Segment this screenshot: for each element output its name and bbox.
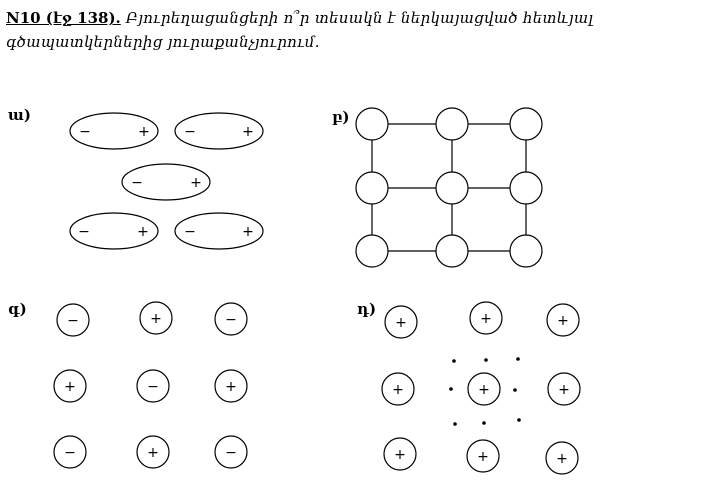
electron-dot xyxy=(513,388,517,392)
dipole-minus: − xyxy=(184,224,196,240)
atom xyxy=(356,235,388,267)
cation xyxy=(384,438,416,470)
label-b: բ) xyxy=(332,108,350,126)
task-number: N10 (էջ 138). xyxy=(6,9,121,27)
cation xyxy=(467,440,499,472)
dipole-molecule xyxy=(70,213,158,249)
ion-charge: + xyxy=(480,311,492,327)
ion-charge: − xyxy=(64,445,76,461)
ion-charge: + xyxy=(150,311,162,327)
ion xyxy=(137,436,169,468)
ion xyxy=(54,436,86,468)
atom xyxy=(436,235,468,267)
ion-charge: + xyxy=(225,379,237,395)
atom xyxy=(510,172,542,204)
cation xyxy=(468,373,500,405)
cation xyxy=(547,304,579,336)
ion xyxy=(57,304,89,336)
dipole-plus: + xyxy=(138,124,150,140)
cation xyxy=(470,302,502,334)
ion-charge: + xyxy=(558,382,570,398)
ion-charge: + xyxy=(147,445,159,461)
ion-charge: + xyxy=(392,382,404,398)
ion-charge: + xyxy=(557,313,569,329)
dipole-plus: + xyxy=(137,224,149,240)
dipole-minus: − xyxy=(78,224,90,240)
ion-charge: + xyxy=(478,382,490,398)
lattice-atoms xyxy=(356,108,542,267)
dipole-molecule xyxy=(122,164,210,200)
panel-d-metallic-lattice xyxy=(382,302,580,474)
atom xyxy=(510,235,542,267)
atom xyxy=(436,108,468,140)
ion-charge: + xyxy=(64,379,76,395)
panel-b-atomic-lattice xyxy=(356,108,542,267)
dipole-molecule xyxy=(175,113,263,149)
electron-dot xyxy=(516,357,520,361)
panel-c-ionic-lattice xyxy=(54,302,247,468)
ion-charge: + xyxy=(394,447,406,463)
atom xyxy=(356,108,388,140)
electron-dot xyxy=(452,359,456,363)
ion xyxy=(140,302,172,334)
atom xyxy=(356,172,388,204)
electron-dot xyxy=(484,358,488,362)
dipole-plus: + xyxy=(190,175,202,191)
ion-charge: − xyxy=(225,445,237,461)
panel-a-molecular-lattice xyxy=(70,113,263,249)
dipole-plus: + xyxy=(242,124,254,140)
ion-charge: − xyxy=(147,379,159,395)
ion-charge: − xyxy=(67,313,79,329)
label-c: գ) xyxy=(8,300,27,318)
dipole-plus: + xyxy=(242,224,254,240)
dipole-molecule xyxy=(175,213,263,249)
ion xyxy=(215,303,247,335)
ion-charge: + xyxy=(556,451,568,467)
ion xyxy=(215,370,247,402)
electron-dot xyxy=(482,421,486,425)
ion xyxy=(54,370,86,402)
atom xyxy=(510,108,542,140)
ion xyxy=(137,370,169,402)
electron-dot xyxy=(517,418,521,422)
label-a: ա) xyxy=(8,106,31,124)
electron-dot xyxy=(453,422,457,426)
dipole-molecule xyxy=(70,113,158,149)
cation xyxy=(546,442,578,474)
ion-charge: − xyxy=(225,312,237,328)
dipole-minus: − xyxy=(131,175,143,191)
dipole-minus: − xyxy=(184,124,196,140)
electron-dot xyxy=(449,387,453,391)
ion-charge: + xyxy=(477,449,489,465)
task-question: Բյուրեղացանցերի ո՞ր տեսակն է ներկայացված հետևյալ գծապատկերներից յուրաքանչյուրում. xyxy=(6,9,594,51)
cation xyxy=(548,373,580,405)
cation xyxy=(385,306,417,338)
atom xyxy=(436,172,468,204)
dipole-minus: − xyxy=(79,124,91,140)
ion-charge: + xyxy=(395,315,407,331)
label-d: դ) xyxy=(357,300,377,318)
ion xyxy=(215,436,247,468)
cation xyxy=(382,373,414,405)
